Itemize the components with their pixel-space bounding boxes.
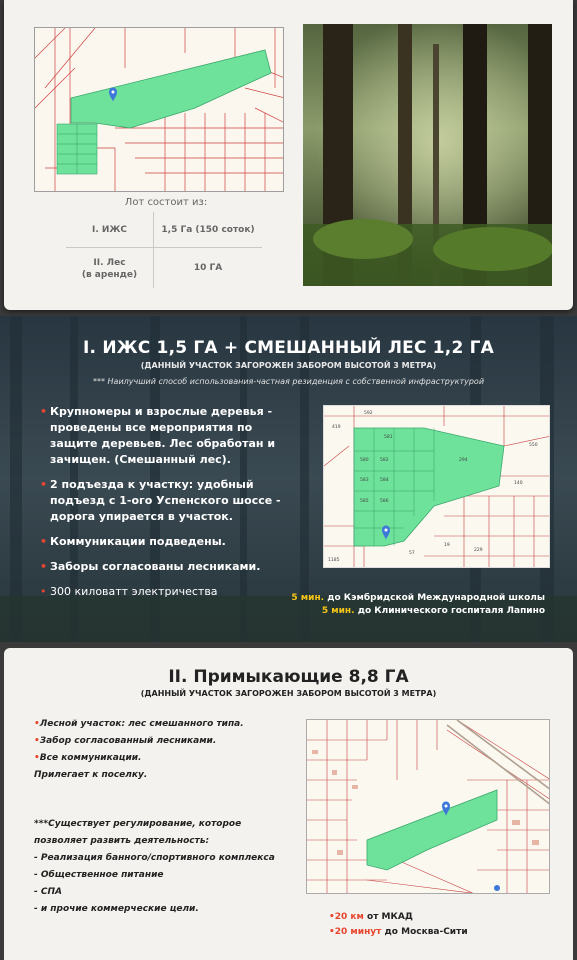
map-label: 584 <box>380 478 389 483</box>
section-note: *** Наилучший способ использования-частная резиденция с собственной инфраструктурой <box>92 377 485 386</box>
cadastral-map-plot <box>323 405 550 568</box>
section-title: I. ИЖС 1,5 ГА + СМЕШАННЫЙ ЛЕС 1,2 ГА <box>83 338 494 358</box>
time-value: 5 мин. <box>291 593 325 603</box>
time-value: 5 мин. <box>321 606 355 616</box>
travel-time-hospital <box>240 605 545 618</box>
list-item-text: Крупномеры и взрослые деревья - проведены все мероприятия по защите деревьев. Лес обработан и зачищен. (Смешанный лес). <box>50 405 276 466</box>
map-label: 57 <box>409 551 415 556</box>
feature-list <box>34 716 304 784</box>
map-label: 592 <box>364 411 373 416</box>
lot-size-cell: 10 ГА <box>193 263 223 273</box>
bullet-icon: • <box>34 719 40 729</box>
lot-overview-section <box>4 0 573 310</box>
travel-time-school <box>240 592 545 605</box>
bullet-icon: • <box>40 405 48 418</box>
bullet-icon: • <box>34 753 40 763</box>
cadastral-map-overview <box>34 27 284 192</box>
list-item-text: Коммуникации подведены. <box>50 535 226 548</box>
map-label: 581 <box>384 435 393 440</box>
bullet-icon: • <box>329 927 335 937</box>
map-label: 229 <box>474 548 483 553</box>
regulation-list <box>34 816 304 918</box>
map-label: 550 <box>529 443 538 448</box>
list-item <box>40 404 290 468</box>
list-item-text: Все коммуникации. <box>39 753 142 763</box>
regulation-item: - Реализация банного/спортивного комплекса <box>34 853 275 863</box>
travel-times <box>240 592 545 618</box>
map-label: 582 <box>380 458 389 463</box>
list-item-text: Заборы согласованы лесниками. <box>50 560 261 573</box>
location-dot-icon <box>494 885 500 891</box>
regulation-intro: позволяет развить деятельность: <box>34 836 210 846</box>
list-item-text: Лесной участок: лес смешанного типа. <box>39 719 244 729</box>
regulation-item: - СПА <box>34 887 62 897</box>
distance-value: 20 минут <box>334 927 382 937</box>
regulation-item: - Общественное питание <box>34 870 164 880</box>
lot-type-line: (в аренде) <box>81 270 138 280</box>
distance-city <box>329 925 549 940</box>
lot-row-forest <box>66 248 262 288</box>
lot-type-cell: I. ИЖС <box>66 212 154 248</box>
bullet-icon: • <box>329 912 335 922</box>
map-label: 583 <box>360 478 369 483</box>
list-item <box>40 477 290 525</box>
adjacent-plot-section <box>4 648 573 960</box>
regulation-intro: ***Существует регулирование, которое <box>34 819 242 829</box>
distances <box>329 910 549 940</box>
distance-text: от МКАД <box>363 912 413 922</box>
list-item-text: 2 подъезда к участку: удобный подъезд с 1-ого Успенского шоссе - дорога упирается в участок. <box>50 478 281 523</box>
bullet-icon: • <box>40 585 47 598</box>
time-text: до Клинического госпиталя Лапино <box>354 606 545 616</box>
cadastral-map-adjacent <box>306 719 550 894</box>
list-item-text: 300 киловатт электричества <box>50 585 218 598</box>
lot-type-cell <box>66 248 154 288</box>
list-item-text: Прилегает к поселку. <box>34 770 148 780</box>
list-item <box>34 716 304 733</box>
map-label: 140 <box>514 481 523 486</box>
map-label: 419 <box>332 425 341 430</box>
feature-list <box>40 404 290 609</box>
lot-caption: Лот состоит из: <box>124 197 208 208</box>
bullet-icon: • <box>40 535 48 548</box>
distance-mkad <box>329 910 549 925</box>
lot-row-izhs <box>66 212 262 248</box>
bullet-icon: • <box>40 478 48 491</box>
forest-photo <box>303 24 552 286</box>
list-item-text: Забор согласованный лесниками. <box>39 736 217 746</box>
map-label: 580 <box>360 458 369 463</box>
section-title: II. Примыкающие 8,8 ГА <box>168 667 409 687</box>
bullet-icon: • <box>34 736 40 746</box>
map-label: 19 <box>444 543 450 548</box>
map-label: 585 <box>360 499 369 504</box>
lot-table <box>66 212 262 288</box>
lot-size-cell: 1,5 Га (150 соток) <box>161 224 255 235</box>
section-subtitle: (ДАННЫЙ УЧАСТОК ЗАГОРОЖЕН ЗАБОРОМ ВЫСОТОЙ 3 МЕТРА) <box>140 689 437 698</box>
izhs-forest-section <box>0 316 577 642</box>
list-item <box>34 767 304 784</box>
distance-text: до Москва-Сити <box>381 927 468 937</box>
list-item <box>40 559 290 575</box>
map-label: 1185 <box>328 558 340 563</box>
list-item <box>40 534 290 550</box>
list-item <box>34 750 304 767</box>
map-label: 586 <box>380 499 389 504</box>
distance-value: 20 км <box>334 912 364 922</box>
regulation-item: - и прочие коммерческие цели. <box>34 904 199 914</box>
bullet-icon: • <box>40 560 48 573</box>
time-text: до Кэмбридской Международной школы <box>324 593 545 603</box>
map-label: 294 <box>459 458 468 463</box>
section-subtitle: (ДАННЫЙ УЧАСТОК ЗАГОРОЖЕН ЗАБОРОМ ВЫСОТОЙ 3 МЕТРА) <box>140 361 437 370</box>
lot-type-line: II. Лес <box>93 258 126 268</box>
list-item <box>34 733 304 750</box>
